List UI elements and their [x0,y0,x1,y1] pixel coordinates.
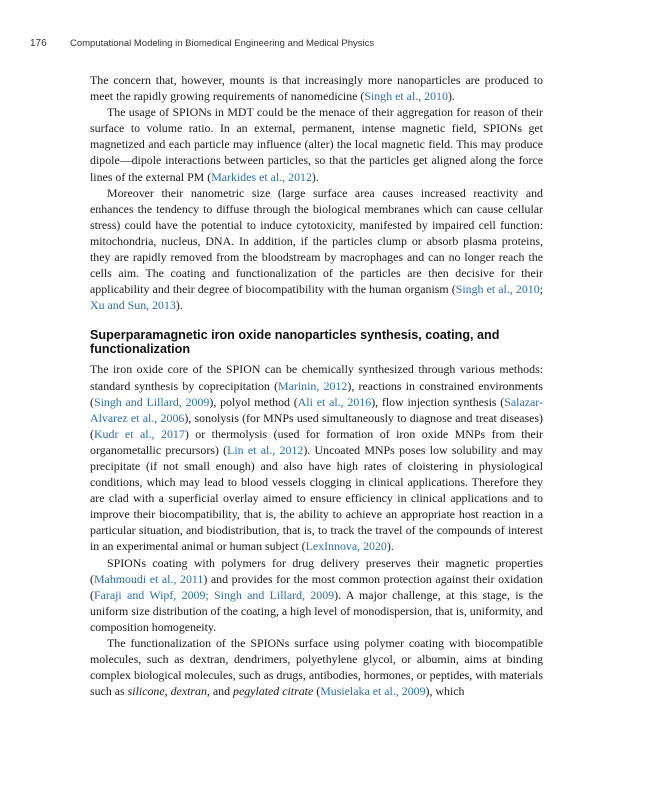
italic-term: dextran [170,684,207,699]
paragraph [90,104,543,184]
text: The iron oxide core of the SPION can be chemically synthesized through various methods: standard synthesis by coprecipitation ( [90,362,543,393]
paragraph [90,185,543,314]
citation-link[interactable]: Ali et al., 2016 [297,394,372,409]
text: Moreover their nanometric size (large surface area causes increased reactivity and enhances the tendency to diffuse through the biological membranes which can cause cellular stress) could have the potential to induce cytotoxicity, manifested by impaired cell function: mitochondria, nucleus, DNA. In addition, if the particles clump or absorb plasma proteins, they are rapidly removed from the bloodstream by macrophages and can no longer reach the cells aim. The coating and functionalization of the particles are then decisive for their applicability and their degree of biocompatibility with the human organism ( [90,185,543,297]
text: ). [311,169,319,184]
paragraph [90,361,543,554]
text: ), sonolysis (for MNPs used simultaneously to diagnose and treat diseases) ( [90,410,544,441]
citation-link[interactable]: LexInnova, 2020 [305,539,387,554]
citation-link[interactable]: Markides et al., 2012 [211,169,312,184]
text: , and [206,684,234,699]
paragraph [90,555,543,635]
running-header [30,38,374,49]
paragraph [90,72,543,104]
text: ). [175,298,183,313]
text: ). Uncoated MNPs poses low solubility and may precipitate (if not small enough) and also have high rates of cloistering in physiological conditions, which may lead to blood vessels clogging in clinical applications. Therefore they are clad with a superficial overlay aimed to ensure efficiency in clinical applications and to improve their biocompatibility, that is, the ability to achieve an appropriate host reaction in a particular situation, and biodistribution, that is, to track the travel of the compounds of interest in an experimental animal or human subject ( [90,442,543,554]
text: SPIONs coating with polymers for drug delivery preserves their magnetic properties ( [90,555,543,586]
citation-link[interactable]: Musielaka et al., 2009 [320,684,426,699]
text: ). A major challenge, at this stage, is the uniform size distribution of the coating, a high level of monodispersion, that is, uniformity, and composition homogeneity. [90,587,544,634]
citation-link[interactable]: Singh and Lillard, 2009 [93,394,210,409]
italic-term: pegylated citrate [233,684,314,699]
main-text [90,72,543,699]
running-title: Computational Modeling in Biomedical Engineering and Medical Physics [70,38,375,49]
text: ). [447,89,455,104]
text: ; [539,282,544,297]
citation-link[interactable]: Marinin, 2012 [278,378,348,393]
citation-link[interactable]: Faraji and Wipf, 2009; Singh and Lillard, 2009 [93,587,335,602]
page-number: 176 [30,38,47,49]
text: , [164,684,171,699]
text: ), flow injection synthesis ( [371,394,505,409]
citation-link[interactable]: Lin et al., 2012 [227,442,304,457]
text: ). [386,539,394,554]
text: The usage of SPIONs in MDT could be the menace of their aggregation for reason of their surface to volume ratio. In an external, permanent, intense magnetic field, SPIONs get magnetized and each particle may influence (alter) the local magnetic field. This may produce dipole—dipole interactions between particles, so that the particles get aligned along the force lines of the external PM ( [90,105,543,184]
citation-link[interactable]: Kudr et al., 2017 [93,426,185,441]
text: ) and provides for the most common protection against their oxidation ( [90,571,543,602]
paragraph [90,635,543,699]
text: ), which [425,684,465,699]
citation-link[interactable]: Singh et al., 2010 [455,282,540,297]
text: ), reactions in constrained environments ( [90,378,543,409]
citation-link[interactable]: Singh et al., 2010 [364,89,448,104]
text: ), polyol method ( [209,394,298,409]
section-heading: Superparamagnetic iron oxide nanoparticles synthesis, coating, and functionalization [90,328,500,356]
citation-link[interactable]: Salazar-Alvarez et al., 2006 [90,394,543,425]
text: The functionalization of the SPIONs surface using polymer coating with biocompatible molecules, such as dextran, dendrimers, polyethylene glycol, or albumin, aims at binding complex biological molecules, such as drugs, antibodies, hormones, or peptides, with materials such as [90,636,543,699]
text: ( [313,684,321,699]
text: The concern that, however, mounts is that increasingly more nanoparticles are produced to meet the rapidly growing requirements of nanomedicine ( [90,73,543,104]
citation-link[interactable]: Mahmoudi et al., 2011 [93,571,204,586]
citation-link[interactable]: Xu and Sun, 2013 [90,298,176,313]
italic-term: silicone [127,684,165,699]
text: ) or thermolysis (used for formation of iron oxide MNPs from their organometallic precursors) ( [90,426,543,457]
